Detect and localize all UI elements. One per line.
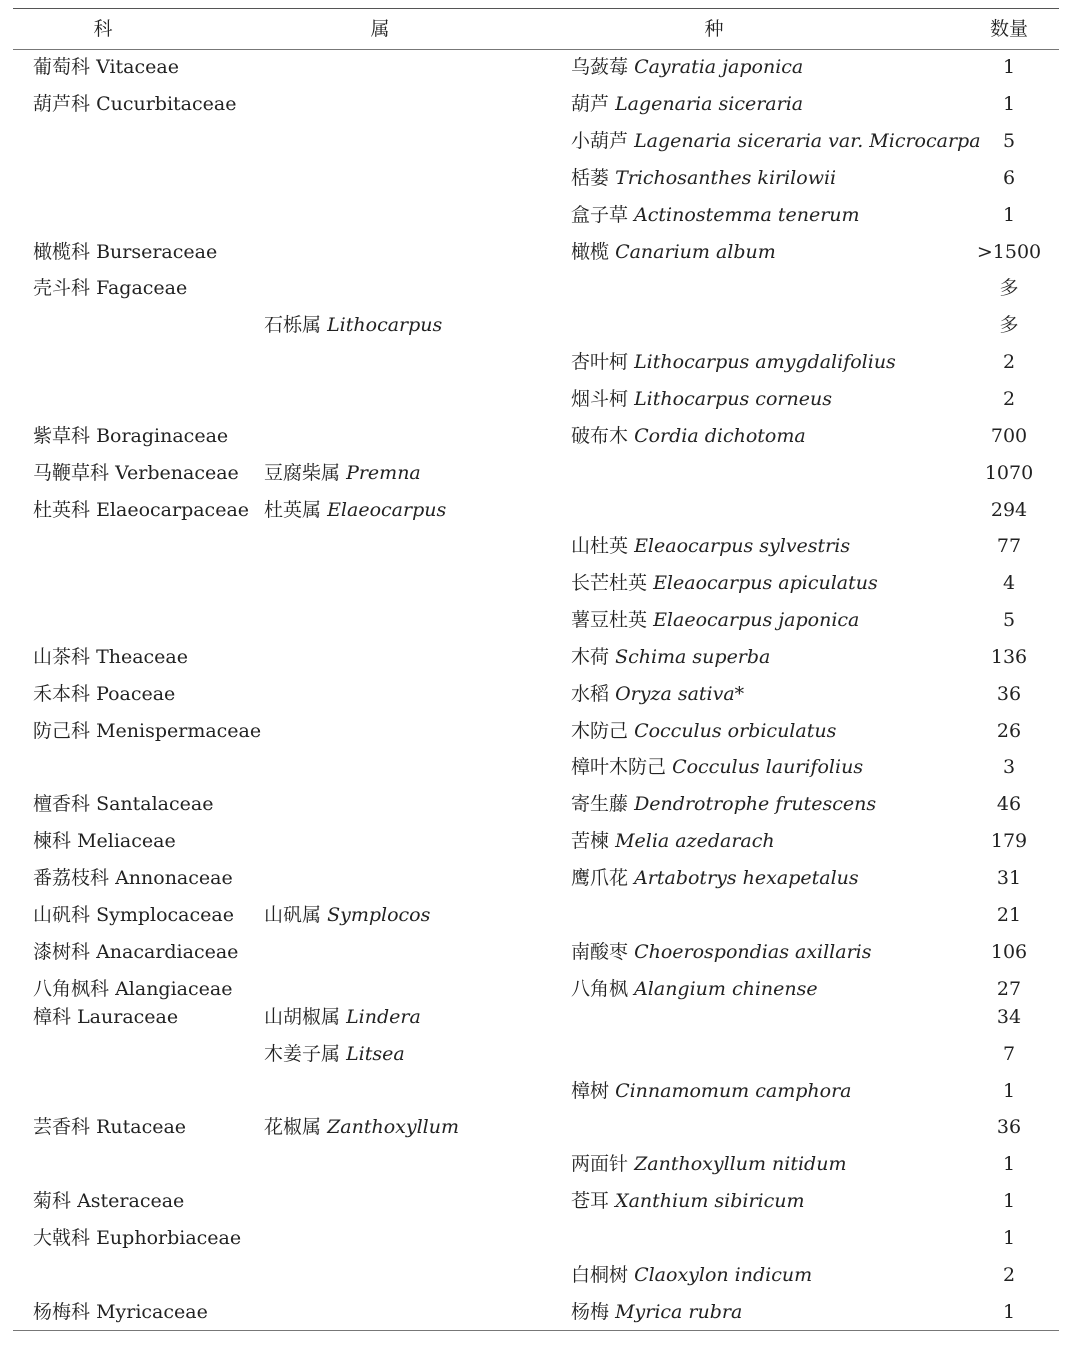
table-row: [13, 1037, 1059, 1071]
species-cell-zh: 南酸枣: [571, 941, 629, 963]
species-cell-latin: Canarium album: [615, 241, 776, 263]
family-cell-zh: 禾本科: [33, 683, 91, 705]
species-cell: [571, 87, 803, 121]
table-row: [13, 861, 1059, 895]
family-cell: [33, 898, 234, 932]
family-cell: [33, 50, 179, 84]
family-cell-latin: Vitaceae: [96, 56, 179, 78]
genus-cell: [264, 456, 421, 490]
family-cell: [33, 87, 236, 121]
count-cell: 2: [1002, 388, 1016, 410]
family-cell-zh: 山茶科: [33, 646, 91, 668]
species-cell-zh: 鹰爪花: [571, 867, 629, 889]
family-cell: [33, 861, 233, 895]
count-cell: 36: [996, 1116, 1022, 1138]
table-row: [13, 824, 1059, 858]
family-cell-zh: 葫芦科: [33, 93, 91, 115]
species-cell-zh: 樟树: [571, 1080, 610, 1102]
family-cell-latin: Boraginaceae: [96, 425, 229, 447]
species-cell: [571, 714, 836, 748]
header-count: 数量: [989, 18, 1028, 40]
count-cell: 5: [1002, 130, 1016, 152]
count-cell: 1: [1002, 93, 1016, 115]
family-cell-zh: 芸香科: [33, 1116, 91, 1138]
table-row: [13, 640, 1059, 674]
genus-cell: [264, 898, 430, 932]
table-row: [13, 1258, 1059, 1292]
count-cell: 1: [1002, 1227, 1016, 1249]
family-cell-zh: 樟科: [33, 1006, 72, 1028]
count-cell: 多: [999, 314, 1019, 336]
family-cell-zh: 葡萄科: [33, 56, 91, 78]
table-row: [13, 529, 1059, 563]
count-cell: 4: [1002, 572, 1016, 594]
genus-cell: [264, 1110, 459, 1144]
table-row: [13, 1110, 1059, 1144]
table-header: [13, 8, 1059, 50]
species-cell-zh: 杨梅: [571, 1301, 610, 1323]
family-cell-latin: Menispermaceae: [96, 720, 262, 742]
family-cell-zh: 大戟科: [33, 1227, 91, 1249]
family-cell: [33, 1000, 178, 1034]
species-cell-latin: Xanthium sibiricum: [615, 1190, 805, 1212]
count-cell: 2: [1002, 351, 1016, 373]
species-cell-zh: 八角枫: [571, 978, 629, 1000]
species-cell-latin: Cocculus laurifolius: [672, 756, 864, 778]
species-cell: [571, 382, 832, 416]
count-cell: 7: [1002, 1043, 1016, 1065]
family-cell-latin: Cucurbitaceae: [96, 93, 237, 115]
genus-cell-latin: Zanthoxyllum: [327, 1116, 459, 1138]
family-cell-latin: Annonaceae: [115, 867, 233, 889]
table-row: [13, 345, 1059, 379]
family-cell-latin: Euphorbiaceae: [96, 1227, 242, 1249]
species-cell-latin: Claoxylon indicum: [634, 1264, 813, 1286]
species-cell-latin: Melia azedarach: [615, 830, 775, 852]
genus-cell: [264, 493, 446, 527]
table-row: [13, 382, 1059, 416]
family-cell: [33, 824, 176, 858]
family-cell-zh: 马鞭草科: [33, 462, 110, 484]
species-cell: [571, 1258, 812, 1292]
species-cell-zh: 水稻: [571, 683, 610, 705]
species-cell-zh: 苦楝: [571, 830, 610, 852]
count-cell: 34: [996, 1006, 1022, 1028]
header-genus: 属: [370, 18, 390, 40]
species-cell-latin: Elaeocarpus japonica: [653, 609, 860, 631]
species-cell: [571, 824, 775, 858]
table-row: [13, 935, 1059, 969]
genus-cell-zh: 杜英属: [264, 499, 322, 521]
table-row: [13, 271, 1059, 305]
count-cell: 36: [996, 683, 1022, 705]
family-cell: [33, 1295, 208, 1329]
count-cell: 多: [999, 277, 1019, 299]
species-cell: [571, 861, 859, 895]
header-species: 种: [704, 18, 724, 40]
family-cell: [33, 1184, 184, 1218]
table-row: [13, 1147, 1059, 1181]
table-row: [13, 1184, 1059, 1218]
family-cell: [33, 493, 249, 527]
species-cell-latin: Lithocarpus corneus: [634, 388, 832, 410]
table-row: [13, 124, 1059, 158]
table-row: [13, 714, 1059, 748]
count-cell: 27: [996, 978, 1022, 1000]
genus-cell-zh: 山胡椒属: [264, 1006, 341, 1028]
species-cell-latin: Zanthoxyllum nitidum: [634, 1153, 847, 1175]
table-row: [13, 161, 1059, 195]
count-cell: 1: [1002, 1080, 1016, 1102]
species-cell-zh: 木防己: [571, 720, 629, 742]
table-row: [13, 50, 1059, 84]
species-cell-zh: 小葫芦: [571, 130, 629, 152]
family-cell: [33, 1221, 241, 1255]
family-cell: [33, 235, 217, 269]
species-cell: [571, 603, 859, 637]
table-row: [13, 493, 1059, 527]
table-row: [13, 1074, 1059, 1108]
species-cell: [571, 1295, 742, 1329]
species-cell-zh: 两面针: [571, 1153, 629, 1175]
family-cell-latin: Fagaceae: [96, 277, 188, 299]
species-cell-latin: Myrica rubra: [615, 1301, 743, 1323]
table-row: [13, 308, 1059, 342]
species-cell-latin: Oryza sativa*: [615, 683, 745, 705]
species-cell: [571, 935, 872, 969]
species-cell-zh: 杏叶柯: [571, 351, 629, 373]
family-cell-zh: 壳斗科: [33, 277, 91, 299]
species-cell: [571, 750, 863, 784]
table-row: [13, 456, 1059, 490]
family-cell-latin: Verbenaceae: [115, 462, 239, 484]
genus-cell: [264, 308, 442, 342]
species-cell-zh: 薯豆杜英: [571, 609, 648, 631]
genus-cell-zh: 花椒属: [264, 1116, 322, 1138]
count-cell: 294: [990, 499, 1028, 521]
genus-cell: [264, 1000, 421, 1034]
family-cell-zh: 漆树科: [33, 941, 91, 963]
count-cell: 6: [1002, 167, 1016, 189]
species-cell-zh: 樟叶木防己: [571, 756, 667, 778]
table-row: [13, 1221, 1059, 1255]
count-cell: 31: [996, 867, 1022, 889]
genus-cell-latin: Elaeocarpus: [327, 499, 447, 521]
table-row: [13, 419, 1059, 453]
table-row: [13, 898, 1059, 932]
species-cell-zh: 白桐树: [571, 1264, 629, 1286]
species-cell: [571, 124, 981, 158]
count-cell: 46: [996, 793, 1022, 815]
count-cell: 26: [996, 720, 1022, 742]
count-cell: 1070: [984, 462, 1034, 484]
table-row: [13, 787, 1059, 821]
family-cell-latin: Santalaceae: [96, 793, 214, 815]
family-cell: [33, 714, 261, 748]
table-row: [13, 198, 1059, 232]
table-row: [13, 1000, 1059, 1034]
species-cell-zh: 木荷: [571, 646, 610, 668]
species-cell-latin: Cayratia japonica: [634, 56, 804, 78]
genus-cell-latin: Symplocos: [327, 904, 431, 926]
genus-cell-zh: 豆腐柴属: [264, 462, 341, 484]
species-cell-zh: 寄生藤: [571, 793, 629, 815]
table-row: [13, 750, 1059, 784]
species-cell-zh: 盒子草: [571, 204, 629, 226]
genus-cell-latin: Litsea: [346, 1043, 405, 1065]
species-cell-zh: 山杜英: [571, 535, 629, 557]
count-cell: 3: [1002, 756, 1016, 778]
family-cell-zh: 橄榄科: [33, 241, 91, 263]
species-cell-latin: Trichosanthes kirilowii: [615, 167, 837, 189]
species-cell: [571, 787, 876, 821]
genus-cell-zh: 山矾属: [264, 904, 322, 926]
genus-cell-latin: Lithocarpus: [327, 314, 443, 336]
species-cell: [571, 1147, 846, 1181]
species-cell: [571, 566, 878, 600]
species-cell-zh: 栝蒌: [571, 167, 610, 189]
species-cell-latin: Cinnamomum camphora: [615, 1080, 852, 1102]
table-bottom-rule: [13, 1330, 1059, 1331]
species-cell-zh: 苍耳: [571, 1190, 610, 1212]
species-cell: [571, 529, 850, 563]
species-cell-latin: Cocculus orbiculatus: [634, 720, 837, 742]
count-cell: 179: [990, 830, 1028, 852]
species-cell-zh: 橄榄: [571, 241, 610, 263]
family-cell-zh: 杨梅科: [33, 1301, 91, 1323]
genus-cell-latin: Premna: [346, 462, 421, 484]
family-cell-latin: Alangiaceae: [115, 978, 233, 1000]
count-cell: >1500: [976, 241, 1042, 263]
species-cell-latin: Lithocarpus amygdalifolius: [634, 351, 896, 373]
count-cell: 1: [1002, 204, 1016, 226]
family-cell-latin: Rutaceae: [96, 1116, 187, 1138]
table-row: [13, 87, 1059, 121]
table-row: [13, 677, 1059, 711]
family-cell-zh: 八角枫科: [33, 978, 110, 1000]
header-family: 科: [93, 18, 113, 40]
family-cell-latin: Burseraceae: [96, 241, 218, 263]
family-cell-latin: Theaceae: [96, 646, 189, 668]
species-cell-latin: Lagenaria siceraria var. Microcarpa: [634, 130, 981, 152]
count-cell: 700: [990, 425, 1028, 447]
family-cell: [33, 787, 213, 821]
species-cell: [571, 345, 896, 379]
species-cell-latin: Cordia dichotoma: [634, 425, 806, 447]
species-cell: [571, 1074, 851, 1108]
family-cell: [33, 935, 238, 969]
family-cell: [33, 271, 187, 305]
species-cell-zh: 葫芦: [571, 93, 610, 115]
species-cell-latin: Choerospondias axillaris: [634, 941, 872, 963]
species-cell-zh: 乌蔹莓: [571, 56, 629, 78]
species-cell: [571, 50, 803, 84]
count-cell: 2: [1002, 1264, 1016, 1286]
species-cell-latin: Eleaocarpus sylvestris: [634, 535, 851, 557]
count-cell: 1: [1002, 1190, 1016, 1212]
count-cell: 1: [1002, 1301, 1016, 1323]
family-cell: [33, 419, 228, 453]
family-cell-zh: 紫草科: [33, 425, 91, 447]
table-row: [13, 235, 1059, 269]
count-cell: 77: [996, 535, 1022, 557]
count-cell: 1: [1002, 56, 1016, 78]
family-cell-zh: 楝科: [33, 830, 72, 852]
family-cell-latin: Myricaceae: [96, 1301, 208, 1323]
species-cell: [571, 677, 744, 711]
table-row: [13, 566, 1059, 600]
table-row: [13, 603, 1059, 637]
species-cell-latin: Actinostemma tenerum: [634, 204, 860, 226]
species-cell: [571, 640, 770, 674]
family-cell-zh: 菊科: [33, 1190, 72, 1212]
species-cell-zh: 破布木: [571, 425, 629, 447]
family-cell-latin: Lauraceae: [77, 1006, 179, 1028]
count-cell: 106: [990, 941, 1028, 963]
species-cell-zh: 长芒杜英: [571, 572, 648, 594]
genus-cell: [264, 1037, 405, 1071]
family-cell-zh: 山矾科: [33, 904, 91, 926]
species-cell: [571, 235, 776, 269]
genus-cell-latin: Lindera: [346, 1006, 421, 1028]
genus-cell-zh: 石栎属: [264, 314, 322, 336]
species-cell-latin: Lagenaria siceraria: [615, 93, 804, 115]
table-row: [13, 1295, 1059, 1329]
species-cell-latin: Dendrotrophe frutescens: [634, 793, 877, 815]
family-cell-latin: Elaeocarpaceae: [96, 499, 250, 521]
family-cell-zh: 防己科: [33, 720, 91, 742]
family-cell: [33, 456, 239, 490]
species-cell: [571, 419, 806, 453]
species-cell-latin: Schima superba: [615, 646, 771, 668]
count-cell: 5: [1002, 609, 1016, 631]
family-cell: [33, 1110, 186, 1144]
species-cell: [571, 1184, 805, 1218]
species-cell-latin: Eleaocarpus apiculatus: [653, 572, 878, 594]
family-cell-latin: Anacardiaceae: [96, 941, 239, 963]
family-cell-zh: 杜英科: [33, 499, 91, 521]
species-cell-latin: Artabotrys hexapetalus: [634, 867, 859, 889]
count-cell: 136: [990, 646, 1028, 668]
count-cell: 1: [1002, 1153, 1016, 1175]
species-cell: [571, 198, 860, 232]
family-cell-zh: 檀香科: [33, 793, 91, 815]
genus-cell-zh: 木姜子属: [264, 1043, 341, 1065]
species-table: [13, 8, 1059, 1334]
family-cell-zh: 番荔枝科: [33, 867, 110, 889]
species-cell-zh: 烟斗柯: [571, 388, 629, 410]
family-cell-latin: Symplocaceae: [96, 904, 234, 926]
family-cell-latin: Meliaceae: [77, 830, 176, 852]
species-cell: [571, 161, 836, 195]
count-cell: 21: [996, 904, 1022, 926]
species-cell-latin: Alangium chinense: [634, 978, 818, 1000]
family-cell: [33, 677, 175, 711]
family-cell-latin: Poaceae: [96, 683, 176, 705]
family-cell-latin: Asteraceae: [77, 1190, 185, 1212]
family-cell: [33, 640, 188, 674]
